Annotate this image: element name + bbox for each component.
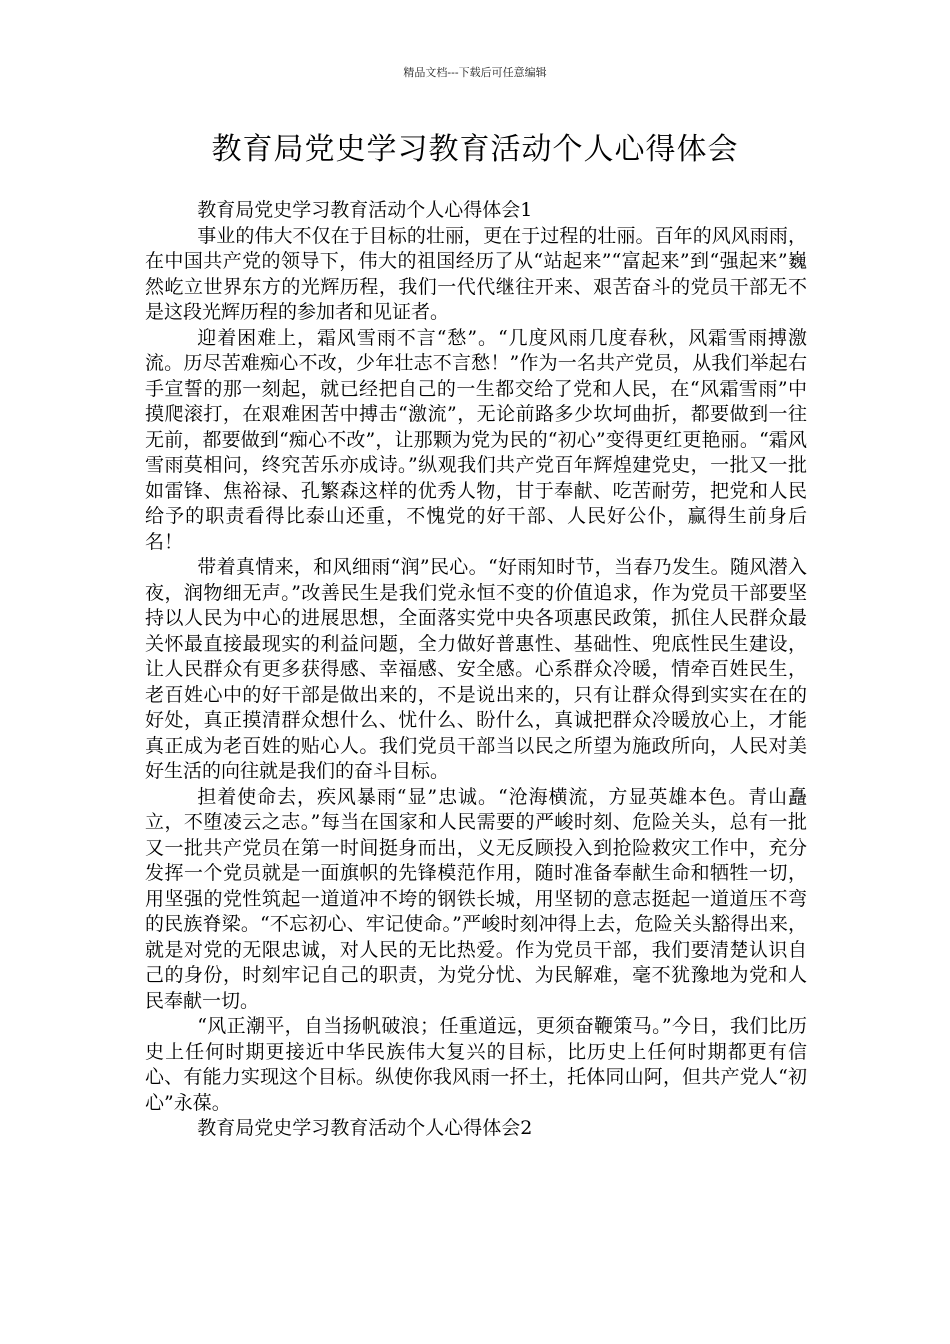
document-body: [145, 198, 807, 1142]
paragraph-mission: 担着使命去，疾风暴雨“显”忠诚。“沧海横流，方显英雄本色。青山矗立，不堕凌云之志。”每当在国家和人民需要的严峻时刻、危险关头，总有一批又一批共产党员在第一时间挺身而出，义无反顾投入到抢险救灾工作中，充分发挥一个党员就是一面旗帜的先锋模范作用，随时准备奉献生命和牺牲一切，用坚强的党性筑起一道道冲不垮的钢铁长城，用坚韧的意志挺起一道道压不弯的民族脊梁。“不忘初心、牢记使命。”严峻时刻冲得上去，危险关头豁得出来，就是对党的无限忠诚，对人民的无比热爱。作为党员干部，我们要清楚认识自己的身份，时刻牢记自己的职责，为党分忧、为民解难，毫不犹豫地为党和人民奉献一切。: [145, 785, 807, 1012]
paragraph-intro: 事业的伟大不仅在于目标的壮丽，更在于过程的壮丽。百年的风风雨雨，在中国共产党的领导下，伟大的祖国经历了从“站起来”“富起来”到“强起来”巍然屹立世界东方的光辉历程，我们一代代继往开来、艰苦奋斗的党员干部无不是这段光辉历程的参加者和见证者。: [145, 224, 807, 323]
paragraph-conclusion: “风正潮平，自当扬帆破浪；任重道远，更须奋鞭策马。”今日，我们比历史上任何时期更接近中华民族伟大复兴的目标，比历史上任何时期都更有信心、有能力实现这个目标。纵使你我风雨一抔土，托体同山阿，但共产党人“初心”永葆。: [145, 1015, 807, 1114]
subheading-part-2: 教育局党史学习教育活动个人心得体会2: [197, 1117, 533, 1139]
subheading-part-1: 教育局党史学习教育活动个人心得体会1: [197, 199, 533, 221]
paragraph-livelihood: 带着真情来，和风细雨“润”民心。“好雨知时节，当春乃发生。随风潜入夜，润物细无声。”改善民生是我们党永恒不变的价值追求，作为党员干部要坚持以人民为中心的进展思想，全面落实党中央各项惠民政策，抓住人民群众最关怀最直接最现实的利益问题，全力做好普惠性、基础性、兜底性民生建设，让人民群众有更多获得感、幸福感、安全感。心系群众冷暖，情牵百姓民生，老百姓心中的好干部是做出来的，不是说出来的，只有让群众得到实实在在的好处，真正摸清群众想什么、忧什么、盼什么，真诚把群众冷暖放心上，才能真正成为老百姓的贴心人。我们党员干部当以民之所望为施政所向，人民对美好生活的向往就是我们的奋斗目标。: [145, 556, 807, 782]
document-title: 教育局党史学习教育活动个人心得体会: [211, 132, 739, 167]
header-note: 精品文档---下载后可任意编辑: [403, 66, 547, 79]
paragraph-hardship: 迎着困难上，霜风雪雨不言“愁”。“几度风雨几度春秋，风霜雪雨搏激流。历尽苦难痴心不改，少年壮志不言愁！”作为一名共产党员，从我们举起右手宣誓的那一刻起，就已经把自己的一生都交给了党和人民，在“风霜雪雨”中摸爬滚打，在艰难困苦中搏击“激流”，无论前路多少坎坷曲折，都要做到一往无前，都要做到“痴心不改”，让那颗为党为民的“初心”变得更红更艳丽。“霜风雪雨莫相问，终究苦乐亦成诗。”纵观我们共产党百年辉煌建党史，一批又一批如雷锋、焦裕禄、孔繁森这样的优秀人物，甘于奉献、吃苦耐劳，把党和人民给予的职责看得比泰山还重，不愧党的好干部、人民好公仆，赢得生前身后名！: [145, 326, 807, 553]
